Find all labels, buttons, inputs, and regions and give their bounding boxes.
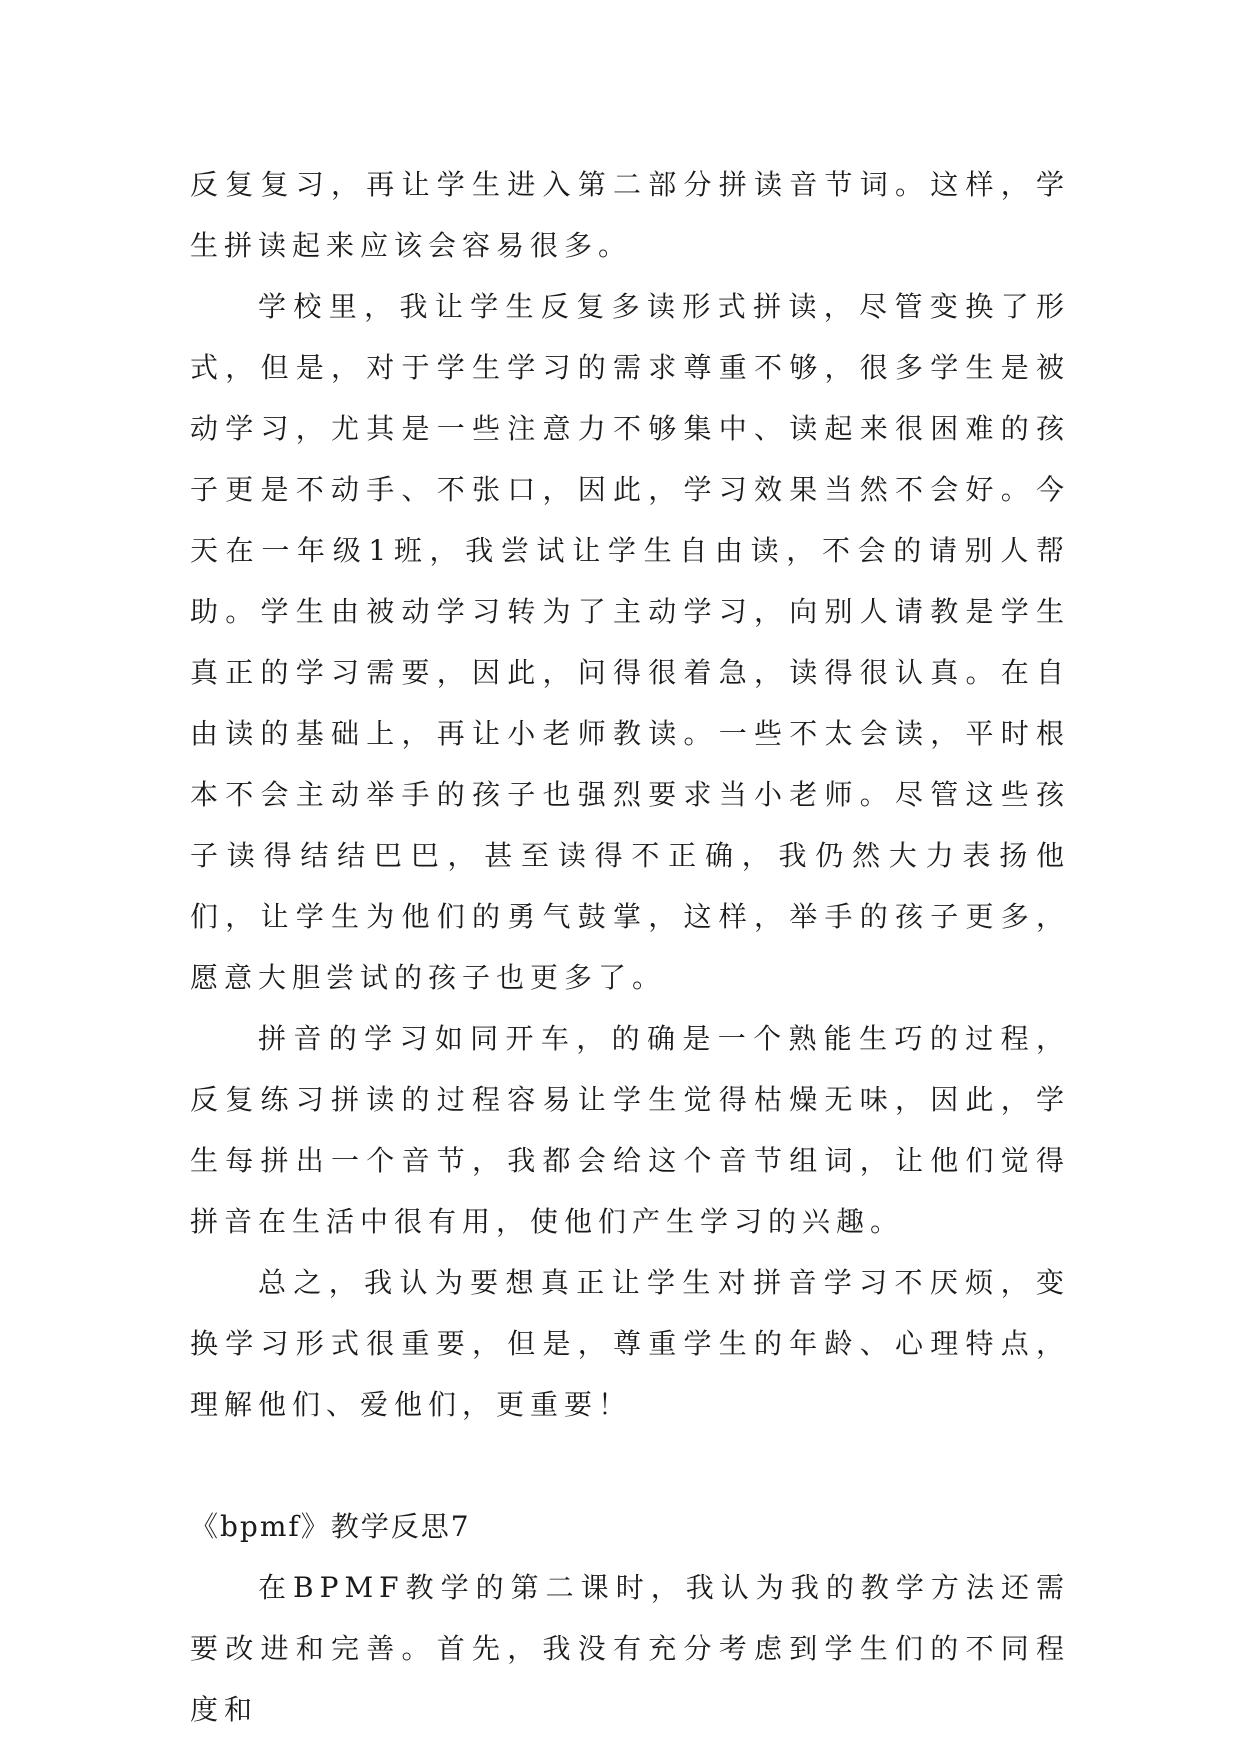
document-body (190, 154, 1070, 1740)
paragraph-conclusion: 总之，我认为要想真正让学生对拼音学习不厌烦，变换学习形式很重要，但是，尊重学生的年龄、心理特点，理解他们、爱他们，更重要！ (190, 1266, 1070, 1421)
paragraph-review: 反复复习，再让学生进入第二部分拼读音节词。这样，学生拼读起来应该会容易很多。 (190, 168, 1070, 262)
section-title: 《bpmf》教学反思7 (190, 1510, 471, 1543)
paragraph-school: 学校里，我让学生反复多读形式拼读，尽管变换了形式，但是，对于学生学习的需求尊重不够，很多学生是被动学习，尤其是一些注意力不够集中、读起来很困难的孩子更是不动手、不张口，因此，学习效果当然不会好。今天在一年级1班，我尝试让学生自由读，不会的请别人帮助。学生由被动学习转为了主动学习，向别人请教是学生真正的学习需要，因此，问得很着急，读得很认真。在自由读的基础上，再让小老师教读。一些不太会读，平时根本不会主动举手的孩子也强烈要求当小老师。尽管这些孩子读得结结巴巴，甚至读得不正确，我仍然大力表扬他们，让学生为他们的勇气鼓掌，这样，举手的孩子更多，愿意大胆尝试的孩子也更多了。 (190, 290, 1070, 994)
paragraph-pinyin-driving: 拼音的学习如同开车，的确是一个熟能生巧的过程，反复练习拼读的过程容易让学生觉得枯燥无味，因此，学生每拼出一个音节，我都会给这个音节组词，让他们觉得拼音在生活中很有用，使他们产生学习的兴趣。 (190, 1022, 1070, 1238)
paragraph-second-lesson: 在BPMF教学的第二课时，我认为我的教学方法还需要改进和完善。首先，我没有充分考虑到学生们的不同程度和 (190, 1571, 1070, 1726)
